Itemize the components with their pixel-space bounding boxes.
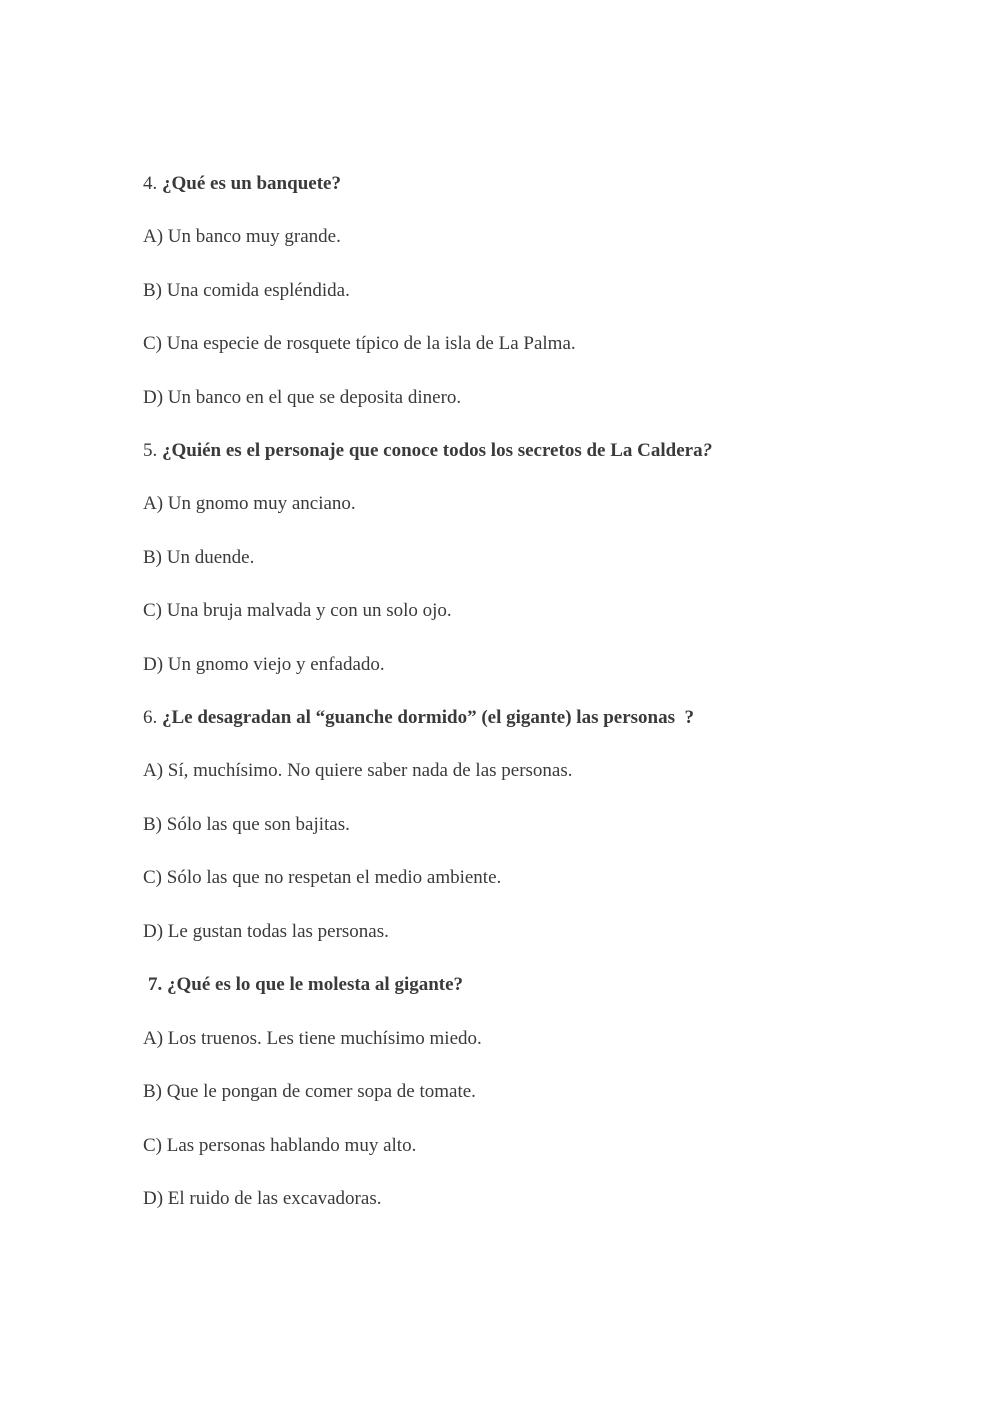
question-4-option-c: C) Una especie de rosquete típico de la isla de La Palma. — [143, 333, 576, 354]
question-6-option-b: B) Sólo las que son bajitas. — [143, 814, 350, 835]
question-4-option-b: B) Una comida espléndida. — [143, 280, 350, 301]
question-5-option-a: A) Un gnomo muy anciano. — [143, 493, 356, 514]
question-5-text: ¿Quién es el personaje que conoce todos los secretos de La Caldera — [162, 440, 703, 461]
question-4-option-a: A) Un banco muy grande. — [143, 226, 341, 247]
question-7-text: ¿Qué es lo que le molesta al gigante? — [167, 974, 464, 995]
question-7-number: 7. — [148, 974, 163, 995]
question-5-option-d: D) Un gnomo viejo y enfadado. — [143, 654, 385, 675]
question-6-option-d: D) Le gustan todas las personas. — [143, 921, 389, 942]
question-6-option-c: C) Sólo las que no respetan el medio ambiente. — [143, 867, 502, 888]
question-5 — [143, 439, 712, 463]
question-6-text: ¿Le desagradan al “guanche dormido” (el gigante) las personas ? — [162, 707, 695, 728]
question-7 — [148, 973, 463, 997]
question-7-option-d: D) El ruido de las excavadoras. — [143, 1188, 382, 1209]
question-5-number: 5. — [143, 440, 158, 461]
question-7-option-c: C) Las personas hablando muy alto. — [143, 1135, 417, 1156]
question-5-option-c: C) Una bruja malvada y con un solo ojo. — [143, 600, 452, 621]
question-4-text: ¿Qué es un banquete? — [162, 173, 341, 194]
question-4 — [143, 172, 341, 196]
question-7-option-b: B) Que le pongan de comer sopa de tomate. — [143, 1081, 476, 1102]
question-4-option-d: D) Un banco en el que se deposita dinero. — [143, 387, 462, 408]
question-6 — [143, 706, 694, 730]
question-7-option-a: A) Los truenos. Les tiene muchísimo miedo. — [143, 1028, 482, 1049]
question-5-suffix: ? — [702, 440, 713, 461]
question-4-number: 4. — [143, 173, 158, 194]
question-5-option-b: B) Un duende. — [143, 547, 255, 568]
question-6-option-a: A) Sí, muchísimo. No quiere saber nada de las personas. — [143, 760, 573, 781]
question-6-number: 6. — [143, 707, 158, 728]
